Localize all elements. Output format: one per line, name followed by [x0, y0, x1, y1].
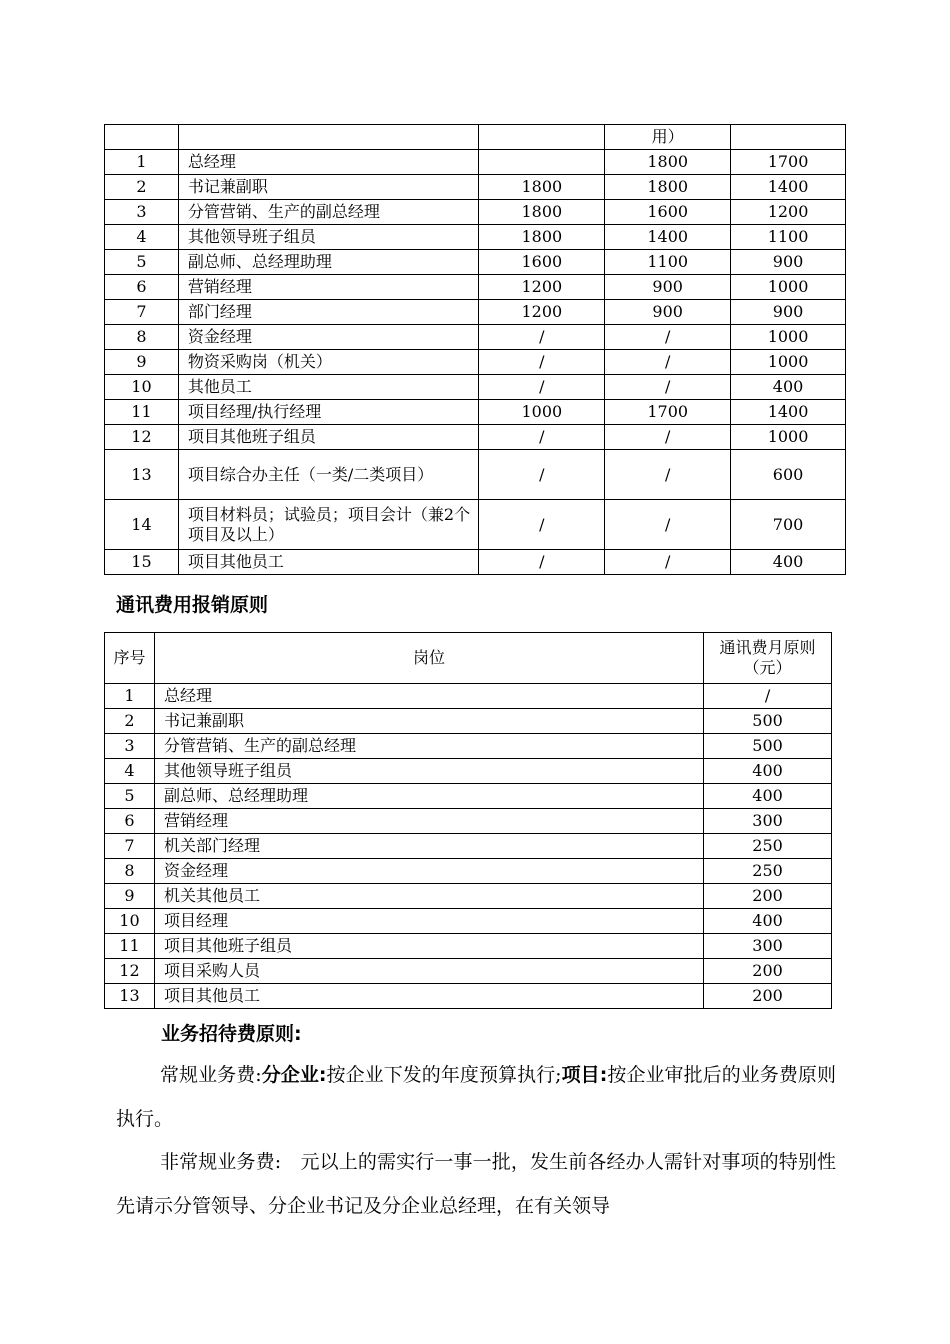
table-row: [105, 375, 846, 400]
para1-keyword-project: 项目:: [561, 1064, 608, 1086]
cell-value-c: 900: [731, 300, 846, 325]
cell-value-b: /: [605, 375, 731, 400]
cell-value-b: /: [605, 425, 731, 450]
cell-standard: 200: [704, 984, 832, 1009]
cell-value-b: /: [605, 350, 731, 375]
cell-standard: 300: [704, 934, 832, 959]
cell-no: 4: [105, 759, 155, 784]
cell-value-c: 1100: [731, 225, 846, 250]
cell-post: 分管营销、生产的副总经理: [178, 200, 479, 225]
cell-standard: 400: [704, 759, 832, 784]
table-row: [105, 934, 832, 959]
cell-post: 项目其他员工: [178, 550, 479, 575]
cell-standard: 200: [704, 959, 832, 984]
table-row: [105, 684, 832, 709]
table-row: [105, 400, 846, 425]
cell-value-c: 400: [731, 375, 846, 400]
cell-standard: 400: [704, 909, 832, 934]
table-row: [105, 200, 846, 225]
table-row: [105, 734, 832, 759]
table-row: [105, 959, 832, 984]
cell-value-c: 1000: [731, 325, 846, 350]
table-row: [105, 809, 832, 834]
cell-value-a: 1800: [479, 225, 605, 250]
para1-lead: 常规业务费:: [160, 1064, 262, 1086]
cell-no: 5: [105, 784, 155, 809]
table-row: [105, 550, 846, 575]
cell-value-c: 1400: [731, 175, 846, 200]
cell-value-a: /: [479, 325, 605, 350]
table-row: [105, 225, 846, 250]
cell-no: 12: [105, 959, 155, 984]
cell-no: 7: [105, 300, 179, 325]
cell-standard: 250: [704, 859, 832, 884]
cell-post: 书记兼副职: [154, 709, 703, 734]
cell-value-b: 1800: [605, 175, 731, 200]
cell-no: 9: [105, 884, 155, 909]
cell-post: 副总师、总经理助理: [154, 784, 703, 809]
table-row: [105, 275, 846, 300]
cell-no: 2: [105, 175, 179, 200]
vehicle-expense-table-body: [105, 125, 846, 575]
cell-no: 6: [105, 275, 179, 300]
cell-value-b: /: [605, 550, 731, 575]
section-title-communication: 通讯费用报销原则: [116, 594, 269, 616]
cell-value-a: 1200: [479, 300, 605, 325]
cell-post: 营销经理: [178, 275, 479, 300]
cell-post: 项目经理/执行经理: [178, 400, 479, 425]
table-row: [105, 834, 832, 859]
cell-post: 项目其他班子组员: [154, 934, 703, 959]
cell-no: 6: [105, 809, 155, 834]
table-row: [105, 450, 846, 500]
cell-value-c: 700: [731, 500, 846, 550]
cell-value-b: 1100: [605, 250, 731, 275]
cell-post: 其他领导班子组员: [154, 759, 703, 784]
cell-value-b: /: [605, 325, 731, 350]
cell-no: 11: [105, 400, 179, 425]
table-row: [105, 250, 846, 275]
header-cell-empty: [178, 125, 479, 150]
header-cell-post: 岗位: [154, 633, 703, 684]
cell-no: 3: [105, 200, 179, 225]
cell-standard: /: [704, 684, 832, 709]
table-row: [105, 759, 832, 784]
cell-no: 1: [105, 684, 155, 709]
cell-value-c: 1400: [731, 400, 846, 425]
cell-value-a: 1200: [479, 275, 605, 300]
cell-no: 13: [105, 984, 155, 1009]
cell-standard: 200: [704, 884, 832, 909]
communication-expense-table: [104, 632, 832, 1009]
cell-post: 项目其他班子组员: [178, 425, 479, 450]
header-cell-standard: 通讯费月原则（元）: [704, 633, 832, 684]
cell-post: 总经理: [154, 684, 703, 709]
table-row: [105, 325, 846, 350]
vehicle-expense-table: [104, 124, 846, 575]
para1-text2: 按企业审批后的业务费原则执行。: [116, 1064, 836, 1130]
cell-value-b: 1800: [605, 150, 731, 175]
cell-post: 书记兼副职: [178, 175, 479, 200]
cell-post: 项目其他员工: [154, 984, 703, 1009]
para1-keyword-branch: 分企业:: [261, 1064, 327, 1086]
cell-post: 其他领导班子组员: [178, 225, 479, 250]
paragraph-irregular-expense: 非常规业务费: 元以上的需实行一事一批，发生前各经办人需针对事项的特别性先请示分管领导、分企业书记及分企业总经理，在有关领导: [116, 1151, 836, 1217]
table-header-row: [105, 633, 832, 684]
cell-no: 8: [105, 859, 155, 884]
table-row: [105, 709, 832, 734]
cell-post: 机关其他员工: [154, 884, 703, 909]
cell-standard: 250: [704, 834, 832, 859]
cell-value-c: 600: [731, 450, 846, 500]
cell-no: 13: [105, 450, 179, 500]
table-row: [105, 884, 832, 909]
cell-post: 总经理: [178, 150, 479, 175]
cell-post: 部门经理: [178, 300, 479, 325]
cell-no: 11: [105, 934, 155, 959]
table-row: [105, 909, 832, 934]
cell-no: 15: [105, 550, 179, 575]
cell-no: 3: [105, 734, 155, 759]
cell-standard: 300: [704, 809, 832, 834]
cell-post: 分管营销、生产的副总经理: [154, 734, 703, 759]
cell-post: 副总师、总经理助理: [178, 250, 479, 275]
cell-standard: 500: [704, 734, 832, 759]
cell-value-a: 1600: [479, 250, 605, 275]
cell-no: 2: [105, 709, 155, 734]
cell-value-a: /: [479, 450, 605, 500]
table-row: [105, 500, 846, 550]
cell-value-b: 900: [605, 300, 731, 325]
header-cell-empty: [105, 125, 179, 150]
cell-value-c: 1000: [731, 425, 846, 450]
cell-no: 7: [105, 834, 155, 859]
cell-value-a: /: [479, 375, 605, 400]
cell-post: 项目综合办主任（一类/二类项目）: [178, 450, 479, 500]
cell-no: 1: [105, 150, 179, 175]
header-cell-fragment: 用）: [605, 125, 731, 150]
cell-standard: 400: [704, 784, 832, 809]
cell-value-c: 1000: [731, 350, 846, 375]
cell-value-a: 1000: [479, 400, 605, 425]
table-row: [105, 984, 832, 1009]
section-title-entertainment: 业务招待费原则:: [161, 1023, 302, 1045]
table-row: [105, 150, 846, 175]
cell-no: 8: [105, 325, 179, 350]
cell-value-c: 1700: [731, 150, 846, 175]
header-cell-empty: [731, 125, 846, 150]
cell-value-b: 1700: [605, 400, 731, 425]
cell-post: 资金经理: [178, 325, 479, 350]
cell-value-a: 1800: [479, 175, 605, 200]
cell-value-c: 1200: [731, 200, 846, 225]
cell-post: 其他员工: [178, 375, 479, 400]
header-cell-empty: [479, 125, 605, 150]
cell-value-c: 400: [731, 550, 846, 575]
cell-post: 营销经理: [154, 809, 703, 834]
cell-post: 物资采购岗（机关）: [178, 350, 479, 375]
cell-post: 项目经理: [154, 909, 703, 934]
cell-post: 项目采购人员: [154, 959, 703, 984]
cell-value-b: 1400: [605, 225, 731, 250]
cell-no: 10: [105, 909, 155, 934]
table-row: [105, 425, 846, 450]
cell-value-c: 1000: [731, 275, 846, 300]
cell-value-a: /: [479, 350, 605, 375]
cell-post: 机关部门经理: [154, 834, 703, 859]
cell-value-a: /: [479, 425, 605, 450]
cell-no: 9: [105, 350, 179, 375]
table-row: [105, 300, 846, 325]
para1-text1: 按企业下发的年度预算执行;: [326, 1064, 562, 1086]
cell-no: 14: [105, 500, 179, 550]
table-header-row: [105, 125, 846, 150]
cell-post: 资金经理: [154, 859, 703, 884]
table-row: [105, 175, 846, 200]
cell-no: 4: [105, 225, 179, 250]
cell-value-c: 900: [731, 250, 846, 275]
cell-no: 12: [105, 425, 179, 450]
paragraph-regular-expense: [116, 1053, 836, 1141]
table-row: [105, 350, 846, 375]
cell-value-b: /: [605, 500, 731, 550]
cell-value-a: [479, 150, 605, 175]
cell-value-a: /: [479, 500, 605, 550]
cell-no: 10: [105, 375, 179, 400]
cell-post: 项目材料员；试验员；项目会计（兼2个项目及以上）: [178, 500, 479, 550]
header-cell-no: 序号: [105, 633, 155, 684]
table-row: [105, 784, 832, 809]
cell-value-b: /: [605, 450, 731, 500]
cell-value-b: 900: [605, 275, 731, 300]
cell-no: 5: [105, 250, 179, 275]
table-row: [105, 859, 832, 884]
cell-value-b: 1600: [605, 200, 731, 225]
cell-value-a: 1800: [479, 200, 605, 225]
cell-standard: 500: [704, 709, 832, 734]
cell-value-a: /: [479, 550, 605, 575]
communication-expense-table-body: [105, 633, 832, 1009]
